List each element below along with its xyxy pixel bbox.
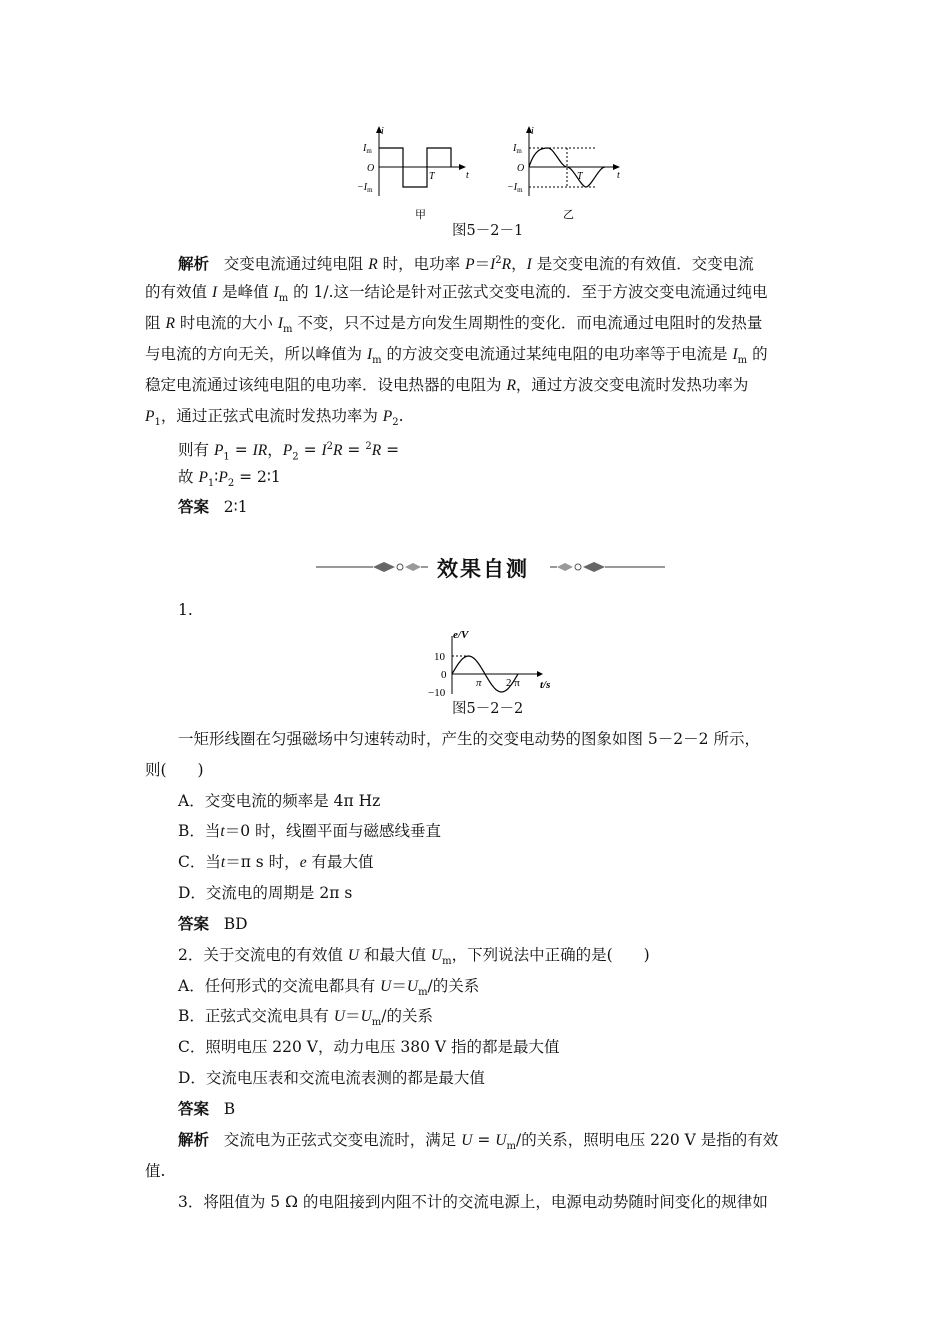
section-title: 效果自测 (437, 557, 529, 581)
figure-caption-2: 图5－2－2 (452, 701, 524, 717)
answer-value: BD (223, 915, 248, 933)
analysis-line-4: 与电流的方向无关，所以峰值为 $I_m$ 的方波交变电流通过某纯电阻的电功率等于电流是 $I_m$ 的 (145, 345, 768, 367)
q2-answer (178, 1099, 840, 1119)
axis-i-label: i (381, 126, 384, 137)
q1-stem-1: 一矩形线圈在匀强磁场中匀速转动时，产生的交变电动势的图象如图 5－2－2 所示， (178, 730, 760, 748)
im-label: $I_m$ (363, 143, 372, 155)
q2-option-b: B．正弦式交流电具有 $U=U_m/$的关系 (178, 1007, 433, 1029)
q2-analysis-line-2: 值. (145, 1162, 166, 1180)
origin-label: O (367, 163, 375, 174)
y-tick-10: 10 (434, 651, 445, 663)
origin-label-2: O (517, 163, 525, 174)
y-tick-neg10: −10 (428, 687, 446, 698)
q1-option-d: D．交流电的周期是 2π s (178, 884, 353, 902)
y-axis-label: e/V (453, 629, 469, 641)
answer-value: 2∶1 (223, 498, 248, 516)
x-tick-pi: π (476, 677, 482, 689)
axis-i-label-2: i (531, 126, 534, 137)
im-label-2: $I_m$ (513, 143, 522, 155)
q1-option-b: B．当t＝0 时，线圈平面与磁感线垂直 (178, 822, 441, 840)
formula-line-2: 故 $P_1∶P_2$ = 2∶1 (178, 468, 281, 490)
section-header (0, 553, 950, 581)
q2-analysis-line-1: 解析 交流电为正弦式交变电流时，满足 $U = U_m/$的关系，照明电压 220 V 是指的有效 (178, 1131, 779, 1153)
answer-value: B (223, 1100, 236, 1118)
figure-5-2-1-svg (355, 122, 625, 222)
q2-option-d: D．交流电压表和交流电流表测的都是最大值 (178, 1069, 485, 1087)
axis-t-label-2: t (617, 170, 620, 181)
figure-5-2-2 (420, 628, 560, 698)
analysis-line-5: 稳定电流通过该纯电阻的电功率．设电热器的电阻为 R，通过方波交变电流时发热功率为 (145, 376, 749, 394)
square-wave-graph (357, 126, 469, 221)
emf-chart (420, 628, 560, 698)
analysis-line-2: 的有效值 I 是峰值 $I_m$ 的 1/.这一结论是针对正弦式交变电流的．至于方波交变电流通过纯电 (145, 283, 768, 305)
q2-option-a: A．任何形式的交流电都具有 $U=U_m/$的关系 (178, 977, 480, 999)
q2-option-c: C．照明电压 220 V，动力电压 380 V 指的都是最大值 (178, 1038, 560, 1056)
q1-option-a: A．交变电流的频率是 4π Hz (178, 792, 381, 810)
q1-option-c: C．当t＝π s 时，e 有最大值 (178, 853, 374, 871)
period-label-2: T (577, 171, 583, 182)
label-jia: 甲 (415, 209, 426, 221)
analysis-line-6: $P_1$，通过正弦式电流时发热功率为 $P_2$. (145, 407, 404, 429)
analysis-heading: 解析 (178, 255, 210, 274)
neg-im-label: $-I_m$ (357, 182, 373, 194)
answer-heading: 答案 (178, 1100, 210, 1118)
answer-heading: 答案 (178, 498, 210, 516)
label-yi: 乙 (563, 209, 574, 221)
figure-5-2-1 (355, 122, 625, 222)
y-tick-0: 0 (441, 669, 447, 681)
analysis-line-1: 解析 交变电流通过纯电阻 R 时，电功率 $P=I^2R$，I 是交变电流的有效值．交变电流 (178, 255, 754, 274)
sine-wave-graph (507, 126, 620, 221)
q1-number: 1. (178, 601, 193, 619)
period-label: T (429, 171, 435, 182)
x-tick-2pi: 2 π (506, 677, 520, 689)
q1-stem-2: 则( ) (145, 761, 204, 779)
x-axis-label: t/s (540, 679, 551, 691)
analysis-line-3: 阻 R 时电流的大小 $I_m$ 不变，只不过是方向发生周期性的变化．而电流通过电阻时的发热量 (145, 314, 763, 336)
q1-answer (178, 914, 840, 934)
axis-t-label: t (466, 170, 469, 181)
formula-line-1: 则有 $P_1$ = IR，$P_2 = I^2R = ^2R$ = (178, 441, 400, 463)
q3-stem: 3．将阻值为 5 Ω 的电阻接到内阻不计的交流电源上，电源电动势随时间变化的规律如 (178, 1193, 768, 1211)
analysis-heading: 解析 (178, 1131, 210, 1149)
answer-heading: 答案 (178, 915, 210, 933)
q2-stem: 2．关于交流电的有效值 U 和最大值 $U_m$，下列说法中正确的是( ) (178, 946, 650, 968)
figure-caption-1: 图5－2－1 (452, 223, 524, 239)
neg-im-label-2: $-I_m$ (507, 182, 523, 194)
answer-line-1 (178, 497, 840, 517)
